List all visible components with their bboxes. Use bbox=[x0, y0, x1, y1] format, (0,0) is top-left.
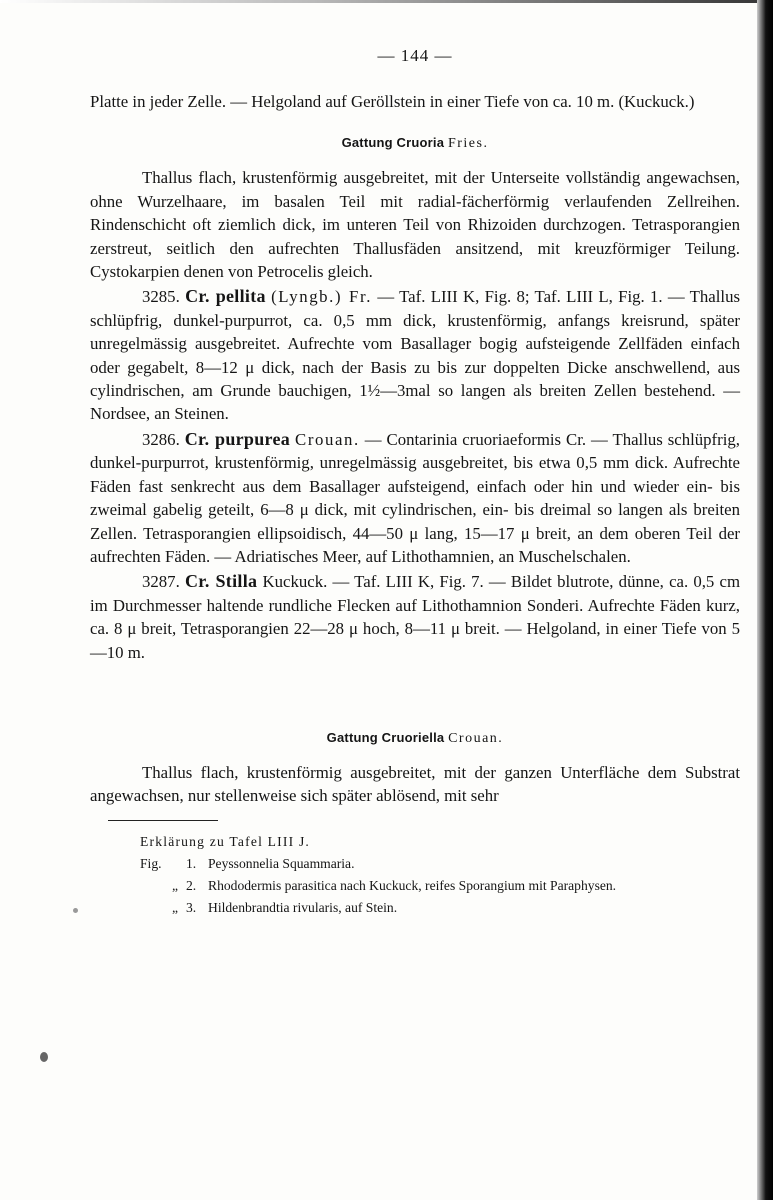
footnote-text: Hildenbrandtia rivularis, auf Stein. bbox=[208, 899, 398, 915]
footnote-num: 2. bbox=[186, 877, 197, 893]
footnote-item bbox=[140, 897, 740, 919]
species-name: Cr. purpurea bbox=[184, 428, 291, 449]
genus-description: Thallus flach, krustenförmig ausgebreitet, mit der Unterseite vollständig angewachsen, ohne Wurzelhaare, im basalen Teil mit radial-fächerförmig verlaufenden Zellreihen. Rindenschicht oft ziemlich dick, im unteren Teil von Rhizoiden durchzogen. Tetrasporangien zerstreut, seitlich den aufrechten Thallusfäden ansitzend, mit kreuzförmiger Teilung. Cystokarpien denen von Petrocelis gleich. bbox=[90, 168, 740, 282]
footnote-text: Rhododermis parasitica nach Kuckuck, reifes Sporangium mit Paraphysen. bbox=[208, 877, 617, 893]
genus-author: Crouan. bbox=[448, 730, 504, 746]
scan-edge-top bbox=[0, 0, 773, 3]
species-text: — Contarinia cruoriaeformis Cr. — Thallus schlüpfrig, dunkel-purpurrot, krustenförmig, unregelmässig ausgebreitet, bis etwa 0,5 mm dick. Aufrechte Fäden fast senkrecht aus dem Basallager aufsteigend, einfach oder hin und wieder ein- bis zweimal gabelig geteilt, 6—8 μ dick, mit cylindrischen, ein- bis dreimal so langen als breiten Zellen. Tetrasporangien ellipsoidisch, 44—50 μ lang, 15—17 μ breit, an dem oberen Teil der aufrechten Fäden. — Adriatisches Meer, auf Lithothamnien, an Muschelschalen. bbox=[90, 429, 740, 566]
footnote-num: 1. bbox=[186, 855, 197, 871]
species-entry-3286 bbox=[90, 428, 740, 568]
species-author: (Lyngb.) Fr. bbox=[271, 287, 373, 307]
species-name: Cr. Stilla bbox=[184, 571, 258, 592]
species-author: Crouan. bbox=[295, 429, 360, 449]
footnote-text: Peyssonnelia Squammaria. bbox=[208, 855, 355, 871]
footnote-item bbox=[140, 875, 740, 897]
page-number: — 144 — bbox=[377, 46, 453, 65]
genus-heading-cruoriella bbox=[90, 730, 740, 747]
footnote-ditto: „ bbox=[171, 899, 178, 915]
footnote-block bbox=[140, 831, 740, 919]
species-text: — Taf. LIII K, Fig. 8; Taf. LIII L, Fig. 1. — Thallus schlüpfrig, dunkel-purpurrot, ca. 0,5 mm dick, krustenförmig, anfangs kreisrund, später unregelmässig ausgebreitet. Aufrechte vom Basallager bogig aufsteigende Zellfäden einfach oder gegabelt, 8—12 μ dick, nach der Basis zu bis zur doppelten Dicke anschwellend, aus cylindrischen, am Grunde bauchigen, 1½—3mal so langen als breiten Zellen bestehend. — Nordsee, an Steinen. bbox=[90, 287, 740, 424]
scan-edge-right bbox=[757, 0, 773, 1200]
genus-heading-cruoria bbox=[90, 135, 740, 152]
species-author: Kuckuck. bbox=[262, 572, 328, 592]
footnote-num: 3. bbox=[186, 899, 197, 915]
scan-speck bbox=[73, 908, 78, 913]
genus-name: Cruoriella bbox=[381, 729, 445, 745]
continued-paragraph: Platte in jeder Zelle. — Helgoland auf Geröllstein in einer Tiefe von ca. 10 m. (Kuckuck.) bbox=[90, 92, 695, 111]
species-entry-3287 bbox=[90, 570, 740, 664]
genus-name: Cruoria bbox=[396, 135, 445, 151]
species-number: 3287. bbox=[142, 572, 180, 592]
species-name: Cr. pellita bbox=[185, 286, 266, 307]
genus-gattung-label: Gattung bbox=[341, 135, 393, 151]
page-body bbox=[90, 40, 740, 919]
scan-speck bbox=[40, 1052, 48, 1062]
genus-description: Thallus flach, krustenförmig ausgebreitet, mit der ganzen Unterfläche dem Substrat angewachsen, nur stellenweise sich später ablösend, mit sehr bbox=[90, 762, 740, 806]
footnote-rule bbox=[108, 820, 218, 821]
footnote-title: Erklärung zu Tafel LIII J. bbox=[140, 833, 311, 849]
genus-gattung-label: Gattung bbox=[326, 729, 378, 745]
species-number: 3285. bbox=[142, 287, 180, 307]
species-text: — Taf. LIII K, Fig. 7. — Bildet blutrote, dünne, ca. 0,5 cm im Durchmesser haltende rundliche Flecken auf Lithothamnion Sonderi. Aufrechte Fäden kurz, ca. 8 μ breit, Tetrasporangien 22—28 μ hoch, 8—11 μ breit. — Helgoland, in einer Tiefe von 5—10 m. bbox=[90, 572, 741, 662]
footnote-fig-label: Fig. bbox=[140, 855, 162, 871]
genus-author: Fries. bbox=[447, 136, 489, 152]
section-gap bbox=[90, 664, 740, 708]
species-number: 3286. bbox=[142, 429, 180, 449]
footnote-ditto: „ bbox=[171, 877, 178, 893]
species-entry-3285 bbox=[90, 285, 740, 425]
footnote-item bbox=[140, 853, 740, 875]
